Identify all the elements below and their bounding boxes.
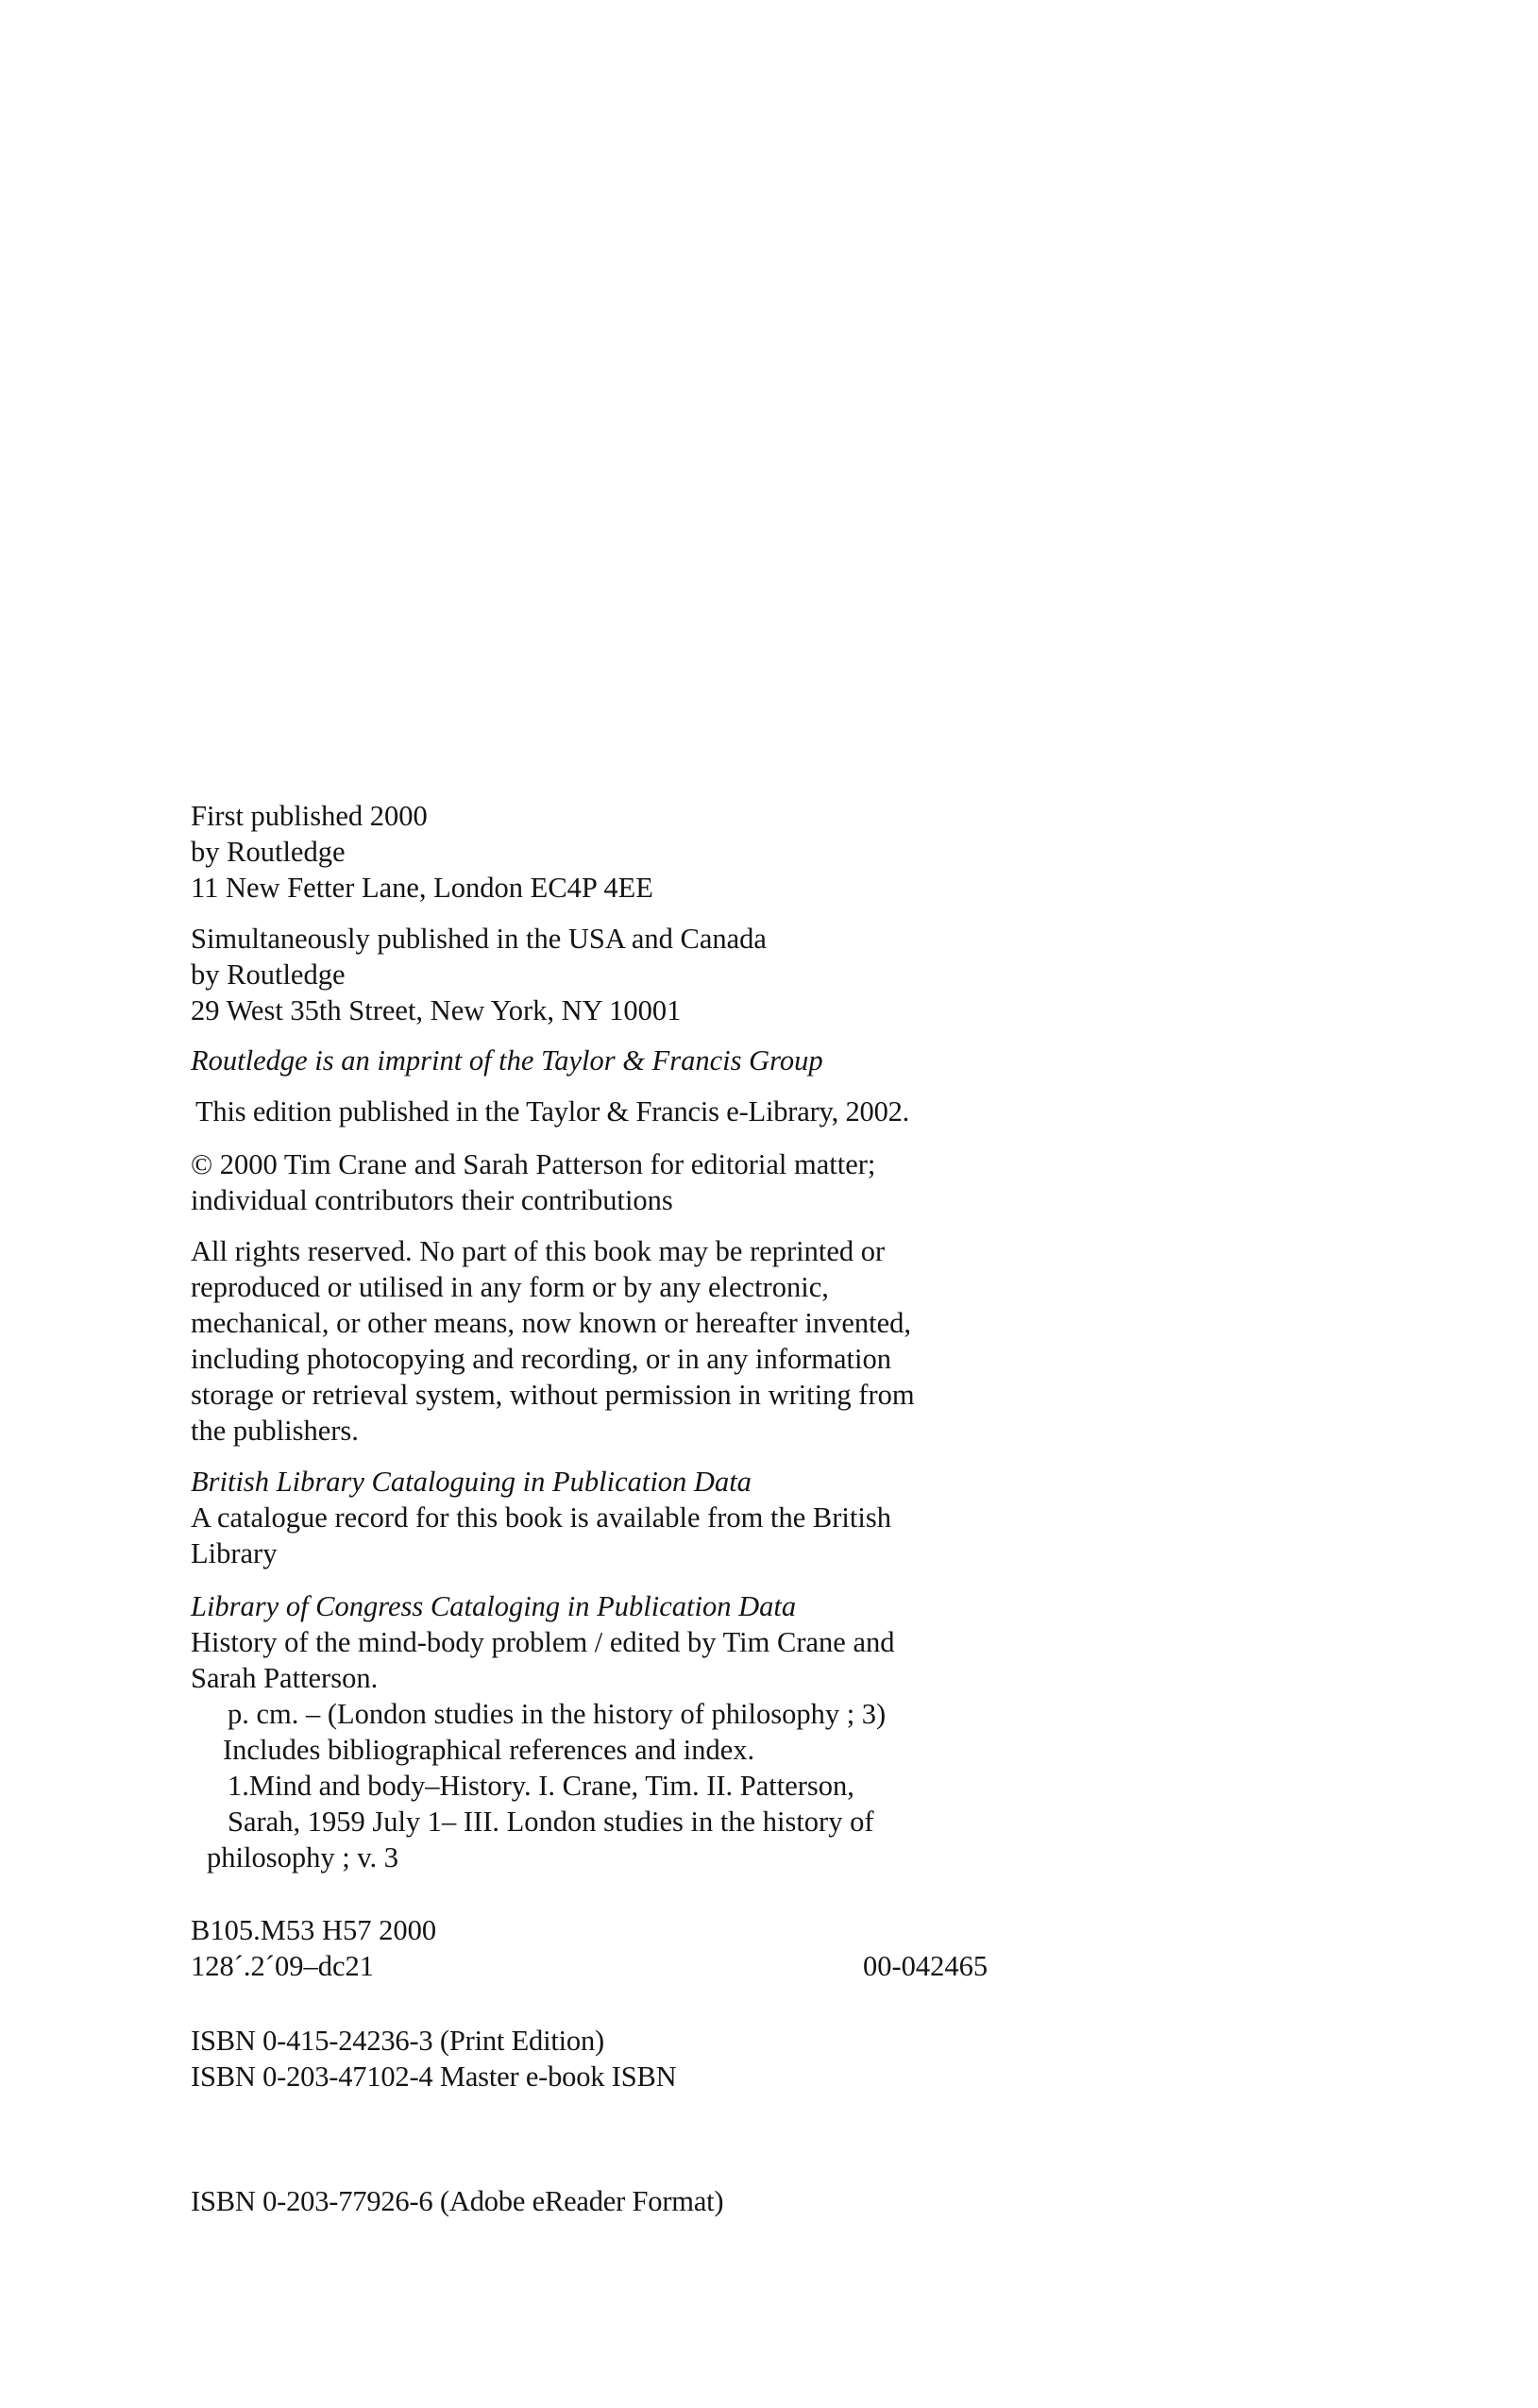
call-number: B105.M53 H57 2000 bbox=[191, 1914, 437, 1946]
rights-line: the publishers. bbox=[191, 1415, 359, 1447]
isbn-master-ebook: ISBN 0-203-47102-4 Master e-book ISBN bbox=[191, 2060, 677, 2093]
loc-line: Sarah Patterson. bbox=[191, 1662, 379, 1694]
loc-line: Sarah, 1959 July 1– III. London studies in the history of bbox=[228, 1806, 874, 1838]
rights-line: mechanical, or other means, now known or hereafter invented, bbox=[191, 1307, 912, 1339]
british-library-heading: British Library Cataloguing in Publication Data bbox=[191, 1466, 752, 1498]
rights-line: storage or retrieval system, without permission in writing from bbox=[191, 1379, 915, 1411]
loc-heading: Library of Congress Cataloging in Publication Data bbox=[191, 1590, 797, 1622]
british-library-line: A catalogue record for this book is available from the British bbox=[191, 1501, 891, 1534]
uk-address-line: 11 New Fetter Lane, London EC4P 4EE bbox=[191, 872, 653, 904]
loc-line: History of the mind-body problem / edited by Tim Crane and bbox=[191, 1626, 895, 1658]
isbn-print: ISBN 0-415-24236-3 (Print Edition) bbox=[191, 2025, 604, 2057]
copyright-line-1: © 2000 Tim Crane and Sarah Patterson for editorial matter; bbox=[191, 1148, 876, 1180]
isbn-adobe: ISBN 0-203-77926-6 (Adobe eReader Format) bbox=[191, 2185, 724, 2217]
simultaneous-publication-line: Simultaneously published in the USA and Canada bbox=[191, 923, 767, 955]
lccn-number: 00-042465 bbox=[863, 1950, 989, 1982]
first-published-line: First published 2000 bbox=[191, 800, 428, 832]
british-library-line: Library bbox=[191, 1537, 278, 1569]
loc-line: philosophy ; v. 3 bbox=[207, 1841, 399, 1874]
edition-line: This edition published in the Taylor & Francis e-Library, 2002. bbox=[195, 1095, 910, 1128]
loc-line: p. cm. – (London studies in the history of philosophy ; 3) bbox=[228, 1698, 887, 1730]
rights-line: All rights reserved. No part of this book may be reprinted or bbox=[191, 1235, 886, 1267]
rights-line: including photocopying and recording, or in any information bbox=[191, 1343, 892, 1375]
loc-line: Includes bibliographical references and index. bbox=[223, 1734, 755, 1766]
uk-publisher-line: by Routledge bbox=[191, 836, 346, 868]
us-address-line: 29 West 35th Street, New York, NY 10001 bbox=[191, 994, 682, 1026]
copyright-line-2: individual contributors their contributions bbox=[191, 1184, 673, 1216]
rights-line: reproduced or utilised in any form or by any electronic, bbox=[191, 1271, 829, 1303]
loc-line: 1.Mind and body–History. I. Crane, Tim. II. Patterson, bbox=[228, 1770, 854, 1802]
us-publisher-line: by Routledge bbox=[191, 958, 346, 991]
dewey-number: 128´.2´09–dc21 bbox=[191, 1950, 374, 1982]
imprint-line: Routledge is an imprint of the Taylor & Francis Group bbox=[191, 1044, 823, 1077]
